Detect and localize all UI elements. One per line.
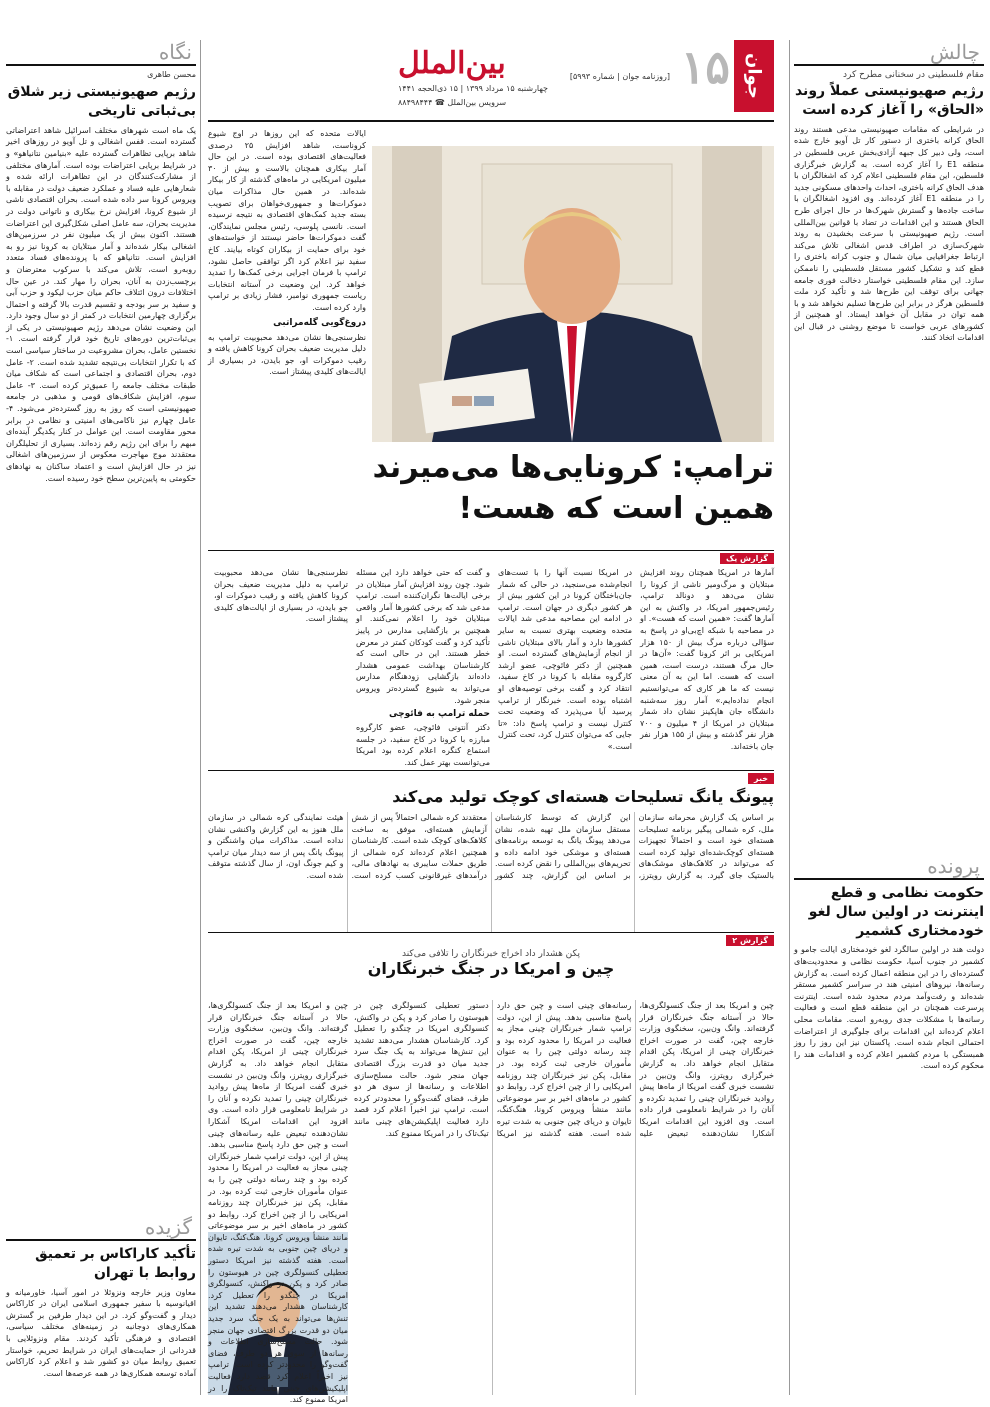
article-body: بر اساس یک گزارش محرمانه سازمان ملل، کره شمالی پیگیر برنامه تسلیحات هسته‌ای خود است و احتمالاً تجهیزات هسته‌ای کوچک‌شده‌ای تولید کرده است که می‌تواند در کلاهک‌های موشک‌های بالستیک جای گیرد. به گزارش رویترز، این گزارش که توسط کارشناسان مستقل سازمان ملل تهیه شده، نشان می‌دهد پیونگ یانگ به توسعه برنامه‌های هسته‌ای و موشکی خود ادامه داده و تحریم‌های بین‌المللی را نقض کرده است. بر اساس این گزارش، چند کشور معتقدند کره شمالی احتمالاً پس از شش آزمایش هسته‌ای، موفق به ساخت کلاهک‌های کوچک شده است. کارشناسان همچنین اعلام کرده‌اند کره شمالی از طریق حملات سایبری به نهادهای مالی، درآمدهای غیرقانونی کسب کرده است. هیئت نمایندگی کره شمالی در سازمان ملل هنوز به این گزارش واکنشی نشان نداده است. مذاکرات میان واشنگتن و پیونگ یانگ پس از سه دیدار میان ترامپ و کیم جونگ اون، از سال گذشته متوقف شده است. xyxy=(208,813,774,880)
trump-photo-illustration xyxy=(372,146,774,442)
lead-side-column xyxy=(208,128,366,546)
service-line: سرویس بین‌الملل ☎ ۸۸۴۹۸۴۴۴ xyxy=(398,98,507,107)
article-headline: تأکید کاراکاس بر تعمیق روابط با تهران xyxy=(35,1245,196,1281)
trump-photo xyxy=(372,146,774,442)
lead-tag: گزارش یک xyxy=(720,553,774,564)
article-body: چین و امریکا بعد از جنگ کنسولگری‌ها، حالا در آستانه جنگ خبرنگاران قرار گرفته‌اند. وانگ ون‌بین، سخنگوی وزارت خارجه چین، گفت در صورت اخراج خبرنگاران چینی از امریکا، پکن اقدام متقابل انجام خواهد داد. به گزارش خبرگزاری رویترز، وانگ ون‌بین در نشست خبری گفت امریکا از ماه‌ها پیش روادید خبرنگاران چینی را تمدید نکرده و آنان را در شرایط نامعلومی قرار داده است. وی افزود این اقدامات امریکا آشکارا نشان‌دهنده تبعیض علیه رسانه‌های چینی است و چین حق دارد پاسخ مناسبی بدهد. پیش از این، دولت ترامپ شمار خبرنگاران چینی مجاز به فعالیت در امریکا را محدود کرده بود و چند رسانه دولتی چین را به عنوان مأموران خارجی ثبت کرده بود. در مقابل، پکن نیز خبرنگاران چند روزنامه امریکایی را از چین اخراج کرد. روابط دو کشور در ماه‌های اخیر بر سر موضوعاتی مانند منشأ ویروس کرونا، هنگ‌کنگ، تایوان و دریای چین جنوبی به شدت تیره شده است. هفته گذشته نیز امریکا دستور تعطیلی کنسولگری چین در هیوستون را صادر کرد و پکن در واکنش، کنسولگری امریکا در چنگدو را تعطیل کرد. کارشناسان هشدار می‌دهند تشدید این تنش‌ها می‌تواند به یک جنگ سرد جدید میان دو قدرت بزرگ اقتصادی جهان منجر شود. حالت مسلح‌سازی اطلاعات و رسانه‌ها از سوی هر دو طرف، فضای گفت‌وگو را محدودتر کرده است. ترامپ نیز اخیراً اعلام کرد قصد دارد فعالیت اپلیکیشن‌های چینی مانند تیک‌تاک را در امریکا ممنوع کند. xyxy=(354,1001,774,1138)
story3-tag-row xyxy=(208,932,774,946)
newspaper-logo xyxy=(654,40,774,118)
article-body: دولت هند در اولین سالگرد لغو خودمختاری ایالت جامو و کشمیر در جنوب آسیا، حکومت نظامی و محدودیت‌های گسترده‌ای را در این منطقه اعمال کرده است. به گزارش رسانه‌ها، نیروهای امنیتی هند در سراسر کشمیر مستقر شده‌اند و رفت‌وآمد مردم محدود شده است. اینترنت پرسرعت همچنان در این منطقه قطع است و فعالیت رسانه‌ها با مشکلات جدی روبه‌رو است. مقامات محلی اعلام کرده‌اند این اقدامات برای جلوگیری از اعتراضات احتمالی انجام شده است. پاکستان نیز این روز را روز همبستگی با مردم کشمیر اعلام کرده و اقدامات هند را محکوم کرده است. xyxy=(794,945,984,1071)
article-body: دکتر آنتونی فائوچی، عضو کارگروه مبارزه با کرونا در کاخ سفید، در جلسه استماع کنگره اعلام کرده بود امریکا می‌توانست بهتر عمل کند. xyxy=(356,723,490,767)
article-body: در شرایطی که مقامات صهیونیستی مدعی هستند روند الحاق کرانه باختری از دستور کار تل آویو خارج شده است، ولی دبیر کل جبهه آزادی‌بخش عربی فلسطین در منطقه E1 را آغاز کرده است. به گزارش خبرگزاری فلسطین، این مقام فلسطینی اعلام کرد که اشغالگران با هدف الحاق کرانه باختری، احداث واحدهای مسکونی جدید را در منطقه E1 آغاز کرده‌اند. وی افزود اشغالگران با ساخت جاده‌ها و گسترش شهرک‌ها در حال اجرای طرح الحاق هستند و این اقدامات در تضاد با قوانین بین‌المللی است. رژیم صهیونیستی با سرعت بخشیدن به روند شهرک‌سازی در اطراف قدس اشغالی تلاش می‌کند ارتباط جغرافیایی میان شمال و جنوب کرانه باختری را قطع کند و تشکیل کشور مستقل فلسطینی را ناممکن سازد. این مقام فلسطینی خواستار دخالت فوری جامعه جهانی برای توقف این طرح‌ها شد و تأکید کرد ملت فلسطین هرگز در برابر این طرح‌ها تسلیم نخواهد شد و با همه توان در مقابل آن خواهد ایستاد. او همچنین از کشورهای عربی خواست تا موضع روشنی در قبال این اقدامات اتخاذ کنند. xyxy=(794,124,984,343)
story-north-korea xyxy=(208,770,774,932)
section-header-selection xyxy=(6,1215,196,1241)
article-headline: پیونگ یانگ تسلیحات هسته‌ای کوچک تولید می‌کند xyxy=(392,787,774,806)
lead-headline-line2: همین است که هست! xyxy=(458,490,774,526)
column-divider xyxy=(789,40,790,1395)
article-subhead: دروغ‌گویی گله‌مراتبی xyxy=(273,317,366,328)
column-divider xyxy=(200,40,201,1395)
story3-body xyxy=(354,1000,774,1395)
article-byline: محسن طاهری xyxy=(147,70,196,79)
article-headline: چین و امریکا در جنگ خبرنگاران xyxy=(367,959,615,978)
lead-columns xyxy=(208,567,775,767)
section-title: بین‌الملل xyxy=(398,46,506,81)
section-header-challenge xyxy=(794,40,984,66)
page-number: ۱۵ xyxy=(680,40,730,94)
section-label: نگاه xyxy=(158,40,192,64)
article-body: آمارها در امریکا همچنان روند افزایش مبتلایان و مرگ‌ومیر ناشی از کرونا را نشان می‌دهد و دونالد ترامپ، رئیس‌جمهور امریکا، در واکنش به این آمارها گفت: «همین است که هست». او در مصاحبه با شبکه اچ‌بی‌او در پاسخ به سؤالی درباره مرگ بیش از ۱۵۰ هزار امریکایی بر اثر کرونا گفت: «آن‌ها در حال مرگ هستند، درست است، همین است که هست. اما این به آن معنی نیست که ما هر کاری که می‌توانستیم انجام نداده‌ایم.» آمار روز سه‌شنبه دانشگاه جان هاپکینز نشان داد شمار مبتلایان در امریکا از ۴ میلیون و ۷۰۰ هزار نفر گذشته و بیش از ۱۵۵ هزار نفر جان باخته‌اند. xyxy=(640,568,775,751)
logo-word: جوان xyxy=(734,40,774,112)
article-kicker: مقام فلسطینی در سخنانی مطرح کرد xyxy=(842,70,984,80)
story3-side xyxy=(208,1000,348,1405)
section-label: چالش xyxy=(929,40,980,64)
story-tag: خبر xyxy=(748,773,774,784)
article-headline: رژیم صهیونیستی عملاً روند «الحاق» را آغاز کرده است xyxy=(794,83,984,118)
masthead xyxy=(208,40,774,122)
article-body: و گفت که حتی خواهد دارد این مسئله شود. چون روند افزایش آمار مبتلایان در برخی ایالت‌ها نگران‌کننده است. ترامپ مدعی شد که برخی کشورها آمار واقعی مبتلایان خود را اعلام نمی‌کنند. او همچنین بر بازگشایی مدارس در پاییز تأکید کرد و گفت کودکان کمتر در معرض خطر هستند. این در حالی است که کارشناسان بهداشت عمومی هشدار داده‌اند بازگشایی زودهنگام مدارس می‌تواند به شیوع گسترده‌تر ویروس منجر شود. xyxy=(356,568,490,705)
story-tag: گزارش ۲ xyxy=(726,935,774,946)
article-headline: حکومت نظامی و قطع اینترنت در اولین سال لغو خودمختاری کشمیر xyxy=(808,884,984,939)
lead-headline xyxy=(372,448,774,529)
section-header-file xyxy=(794,854,984,880)
story2-tag-row xyxy=(208,770,774,784)
article-body: نظرسنجی‌ها نشان می‌دهد محبوبیت ترامپ به دلیل مدیریت ضعیف بحران کرونا کاهش یافته و رقیب دموکرات او، جو بایدن، در بسیاری از ایالت‌های کلیدی پیشتاز است. xyxy=(214,568,348,624)
article-body: نظرسنجی‌ها نشان می‌دهد محبوبیت ترامپ به دلیل مدیریت ضعیف بحران کرونا کاهش یافته و رقیب دموکرات او، جو بایدن، در بسیاری از ایالت‌های کلیدی پیشتاز است. xyxy=(208,332,366,377)
lead-headline-line1: ترامپ: کرونایی‌ها می‌میرند xyxy=(372,450,774,485)
issue-line: [روزنامه جوان | شماره ۵۹۹۳] xyxy=(569,72,670,81)
lead-tag-row xyxy=(208,550,774,564)
lead-body xyxy=(208,550,775,767)
section-label: گزیده xyxy=(144,1214,192,1239)
article-body: در امریکا نسبت آنها را با تست‌های انجام‌شده می‌سنجید، در حالی که شمار جان‌باختگان کرونا در این کشور بیش از هر کشور دیگری در جهان است. ترامپ در ادامه این مصاحبه مدعی شد ایالات متحده وضعیت بهتری نسبت به سایر کشورها دارد و آمار بالای مبتلایان ناشی از انجام آزمایش‌های گسترده است. او همچنین از دکتر فائوچی، عضو ارشد کارگروه مقابله با کرونا در کاخ سفید، انتقاد کرد و گفت برخی توصیه‌های او اشتباه بوده است. خبرنگار از ترامپ پرسید آیا می‌پذیرد که وضعیت تحت کنترل نیست و ترامپ پاسخ داد: «تا جایی که می‌توان کنترل کرد، تحت کنترل است.» xyxy=(498,568,632,751)
left-column xyxy=(6,40,196,1397)
article-body: چین و امریکا بعد از جنگ کنسولگری‌ها، حالا در آستانه جنگ خبرنگاران قرار گرفته‌اند. وانگ ون‌بین، سخنگوی وزارت خارجه چین، گفت در صورت اخراج خبرنگاران چینی از امریکا، پکن اقدام متقابل انجام خواهد داد. به گزارش خبرگزاری رویترز، وانگ ون‌بین در نشست خبری گفت امریکا از ماه‌ها پیش روادید خبرنگاران چینی را تمدید نکرده و آنان را در شرایط نامعلومی قرار داده است. وی افزود این اقدامات امریکا آشکارا نشان‌دهنده تبعیض علیه رسانه‌های چینی است و چین حق دارد پاسخ مناسبی بدهد. پیش از این، دولت ترامپ شمار خبرنگاران چینی مجاز به فعالیت در امریکا را محدود کرده بود و چند رسانه دولتی چین را به عنوان مأموران خارجی ثبت کرده بود. در مقابل، پکن نیز خبرنگاران چند روزنامه امریکایی را از چین اخراج کرد. روابط دو کشور در ماه‌های اخیر بر سر موضوعاتی مانند منشأ ویروس کرونا، هنگ‌کنگ، تایوان و دریای چین جنوبی به شدت تیره شده است. هفته گذشته نیز امریکا دستور تعطیلی کنسولگری چین در هیوستون را صادر کرد و پکن در واکنش، کنسولگری امریکا در چنگدو را تعطیل کرد. کارشناسان هشدار می‌دهند تشدید این تنش‌ها می‌تواند به یک جنگ سرد جدید میان دو قدرت بزرگ اقتصادی جهان منجر شود. حالت مسلح‌سازی اطلاعات و رسانه‌ها از سوی هر دو طرف، فضای گفت‌وگو را محدودتر کرده است. ترامپ نیز اخیراً اعلام کرد قصد دارد فعالیت اپلیکیشن‌های چینی مانند تیک‌تاک را در امریکا ممنوع کند. xyxy=(208,1001,348,1405)
article-body: معاون وزیر خارجه ونزوئلا در امور آسیا، خاورمیانه و اقیانوسیه با سفیر جمهوری اسلامی ایران در کاراکاس دیدار و گفت‌وگو کرد. در این دیدار طرفین بر گسترش همکاری‌های دوجانبه در زمینه‌های مختلف سیاسی، اقتصادی و فرهنگی تأکید کردند. مقام ونزوئلایی با قدردانی از حمایت‌های ایران در شرایط تحریم، خواستار تعمیق روابط میان دو کشور شد و اعلام کرد کاراکاس آماده توسعه همکاری‌ها در همه عرصه‌ها است. xyxy=(6,1287,196,1378)
article-body: یک ماه است شهرهای مختلف اسرائیل شاهد اعتراضاتی گسترده است. قفس اشغالی و تل آویو در روزهای اخیر شاهد برپایی تظاهرات گسترده علیه «بنیامین نتانیاهو» و در شرایط برپایی اعتراضات بوده است. آمارهای مختلفی از مشارکت‌کنندگان در این تظاهرات ارائه شده و شعارهایی علیه فساد و عملکرد ضعیف دولت در مقابله با ویروس کرونا سر داده شده است. بحران اقتصادی ناشی از شیوع کرونا، افزایش نرخ بیکاری و ناتوانی دولت در مدیریت بحران، سه عامل اصلی شکل‌گیری این اعتراضات هستند. اکنون بیش از یک میلیون نفر در سرزمین‌های اشغالی بیکار شده‌اند و آمار مبتلایان به کرونا نیز رو به افزایش است. نتانیاهو که با پرونده‌های فساد متعدد روبه‌رو است، تلاش می‌کند با سرکوب معترضان و برچسب‌زدن به آنان، بحران را مهار کند. در عین حال اختلافات درون ائتلاف حاکم میان حزب لیکود و حزب آبی و سفید بر سر بودجه و تقسیم قدرت بالا گرفته و احتمال برگزاری چهارمین انتخابات در کمتر از دو سال وجود دارد. این وضعیت نشان می‌دهد رژیم صهیونیستی در یکی از بی‌ثبات‌ترین دوره‌های تاریخ خود قرار گرفته است. ۱- نخستین عامل، بحران مشروعیت در ساختار سیاسی است که با تکرار انتخابات بی‌نتیجه تشدید شده است. ۲- عامل دوم، بحران اقتصادی و اجتماعی است که شکاف میان طبقات مختلف جامعه را عمیق‌تر کرده است. ۳- عامل سوم، افزایش شکاف‌های قومی و مذهبی در جامعه صهیونیستی است که روز به روز گسترده‌تر می‌شود. ۴- عامل چهارم نیز ناکامی‌های امنیتی و نظامی در برابر محور مقاومت است. این عوامل در کنار یکدیگر آینده‌ای مبهم را برای این رژیم رقم زده‌اند. بسیاری از تحلیلگران معتقدند موج مهاجرت معکوس از سرزمین‌های اشغالی نیز در حال افزایش است و اعتماد ساکنان به نهادهای حکومتی به پایین‌ترین سطح خود رسیده است. xyxy=(6,125,197,483)
date-line: چهارشنبه ۱۵ مرداد ۱۳۹۹ | ۱۵ ذی‌الحجه ۱۴۴۱ xyxy=(398,84,548,93)
lead-column-3 xyxy=(356,567,490,767)
article-kicker: پکن هشدار داد اخراج خبرنگاران را تلافی می‌کند xyxy=(401,949,581,959)
article-body: ایالات متحده که این روزها در اوج شیوع کروناست، شاهد افزایش ۲۵ درصدی فعالیت‌های اقتصادی بوده است. در این حال آمار بیکاری همچنان بالاست و بیش از ۳۰ میلیون امریکایی در ماه‌های گذشته از کار بیکار شده‌اند. در همین حال مذاکرات میان دموکرات‌ها و جمهوری‌خواهان برای تصویب بسته جدید کمک‌های اقتصادی به نتیجه نرسیده است. نانسی پلوسی، رئیس مجلس نمایندگان، گفت دموکرات‌ها حاضر نیستند از خواسته‌های خود برای حمایت از بیکاران کوتاه بیایند. کاخ سفید نیز اعلام کرد اگر توافقی حاصل نشود، ترامپ با فرمان اجرایی برخی کمک‌ها را تمدید خواهد کرد. این وضعیت در آستانه انتخابات ریاست جمهوری نوامبر، فشار زیادی بر ترامپ وارد کرده است. xyxy=(208,129,366,312)
right-column xyxy=(794,40,984,1397)
story-china-us xyxy=(208,932,774,978)
article-headline: رژیم صهیونیستی زیر شلاق بی‌ثباتی تاریخی xyxy=(7,84,196,119)
article-subhead: حمله ترامپ به فائوچی xyxy=(389,709,490,720)
section-header-view xyxy=(6,40,196,66)
section-label: پرونده xyxy=(927,853,980,878)
